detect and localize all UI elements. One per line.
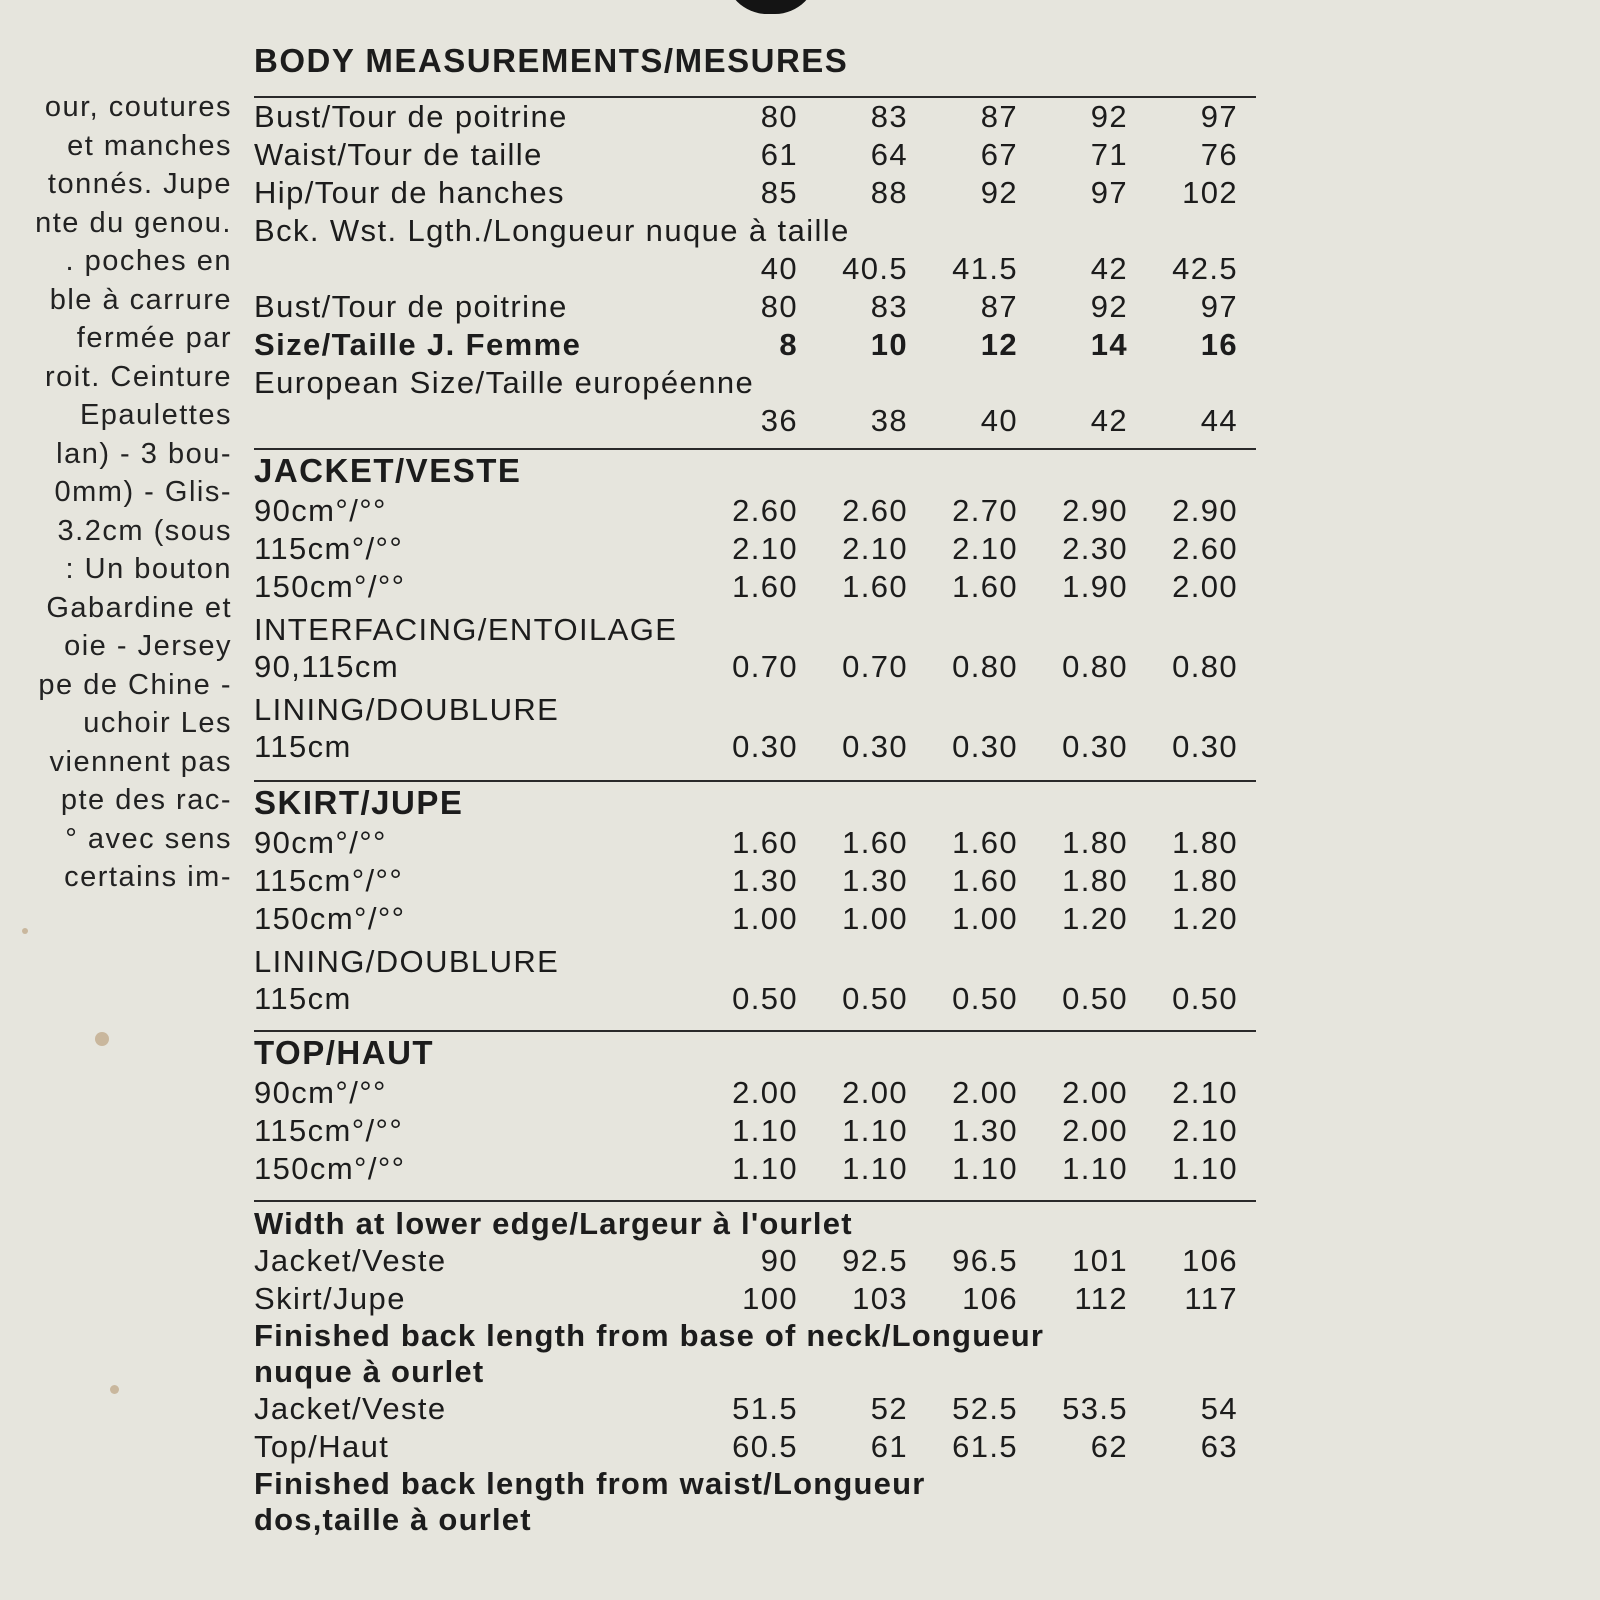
table-row: [254, 1390, 1254, 1428]
table-row: [254, 1428, 1254, 1466]
row-label: 115cm°/°°: [254, 531, 404, 566]
finished-neck-title-line-1: Finished back length from base of neck/Longueur: [254, 1318, 1045, 1353]
row-value: 1.10: [842, 1151, 908, 1186]
skirt-lining-title: LINING/DOUBLURE: [254, 944, 560, 979]
row-value: 1.60: [732, 825, 798, 860]
row-value: 2.00: [1172, 569, 1238, 604]
row-value: 53.5: [1062, 1391, 1128, 1426]
paper-stain: [110, 1385, 119, 1394]
row-value: 61.5: [952, 1429, 1018, 1464]
row-value: 1.60: [952, 863, 1018, 898]
european-size-label: European Size/Taille européenne: [254, 365, 755, 400]
row-label: 150cm°/°°: [254, 1151, 406, 1186]
row-value: 106: [962, 1281, 1018, 1316]
row-value: 61: [870, 1429, 908, 1464]
back-waist-label: Bck. Wst. Lgth./Longueur nuque à taille: [254, 213, 850, 248]
table-row: [254, 136, 1254, 174]
european-size-row: [254, 402, 1254, 440]
row-value: 0.50: [952, 981, 1018, 1016]
row-value: 2.90: [1062, 493, 1128, 528]
skirt-lining-row: [254, 980, 1254, 1018]
row-value: 1.80: [1062, 825, 1128, 860]
finished-neck-length-table: [254, 1390, 1254, 1466]
row-value: 2.60: [732, 493, 798, 528]
table-row: [254, 900, 1254, 938]
row-value: 0.50: [1062, 981, 1128, 1016]
left-column-line: pte des rac-: [60, 784, 232, 816]
row-value: 80: [760, 289, 798, 324]
row-value: 1.60: [952, 825, 1018, 860]
table-row: [254, 824, 1254, 862]
row-label: Jacket/Veste: [254, 1243, 447, 1278]
table-row: [254, 1242, 1254, 1280]
row-value: 67: [980, 137, 1018, 172]
row-value: 36: [760, 403, 798, 438]
row-value: 96.5: [952, 1243, 1018, 1278]
row-label: 150cm°/°°: [254, 569, 406, 604]
row-value: 1.10: [842, 1113, 908, 1148]
row-label: 90cm°/°°: [254, 493, 387, 528]
row-value: 1.00: [842, 901, 908, 936]
row-value: 2.30: [1062, 531, 1128, 566]
left-column-line: ° avec sens: [65, 822, 232, 855]
row-value: 2.00: [952, 1075, 1018, 1110]
table-row: [254, 1074, 1254, 1112]
row-value: 8: [779, 327, 798, 362]
left-column-line: . poches en: [65, 245, 232, 277]
row-value: 1.60: [952, 569, 1018, 604]
skirt-table: [254, 824, 1254, 938]
row-value: 85: [760, 175, 798, 210]
row-value: 1.10: [732, 1113, 798, 1148]
row-value: 1.80: [1172, 863, 1238, 898]
jacket-lining-title: LINING/DOUBLURE: [254, 692, 560, 727]
row-value: 44: [1200, 403, 1238, 438]
row-label: Size/Taille J. Femme: [254, 327, 582, 362]
left-column-line: certains im-: [64, 861, 232, 893]
row-value: 63: [1200, 1429, 1238, 1464]
paper-stain: [95, 1032, 109, 1046]
row-value: 0.70: [732, 649, 798, 684]
body-measurements-title: BODY MEASUREMENTS/MESURES: [254, 42, 849, 79]
jacket-interfacing-title: INTERFACING/ENTOILAGE: [254, 612, 678, 647]
row-value: 2.10: [952, 531, 1018, 566]
row-value: 92: [980, 175, 1018, 210]
row-value: 54: [1200, 1391, 1238, 1426]
left-column-line: Epaulettes: [79, 399, 232, 431]
row-value: 0.30: [1062, 729, 1128, 764]
row-value: 102: [1182, 175, 1238, 210]
row-value: 62: [1090, 1429, 1128, 1464]
row-label: Top/Haut: [254, 1429, 390, 1464]
row-value: 1.90: [1062, 569, 1128, 604]
row-value: 97: [1200, 289, 1238, 324]
row-value: 103: [852, 1281, 908, 1316]
row-value: 1.00: [732, 901, 798, 936]
row-label: Waist/Tour de taille: [254, 137, 543, 172]
body-measurements-table: [254, 98, 1254, 212]
row-value: 2.10: [1172, 1113, 1238, 1148]
width-lower-edge-title: Width at lower edge/Largeur à l'ourlet: [254, 1206, 853, 1241]
left-column-line: roit. Ceinture: [44, 360, 232, 393]
row-value: 1.60: [842, 569, 908, 604]
top-title: TOP/HAUT: [254, 1034, 435, 1071]
table-row: [254, 1280, 1254, 1318]
row-value: 42.5: [1172, 251, 1238, 286]
row-value: 0.50: [732, 981, 798, 1016]
left-column-line: Gabardine et: [46, 591, 232, 624]
row-value: 0.30: [842, 729, 908, 764]
row-value: 2.10: [732, 531, 798, 566]
row-label: Jacket/Veste: [254, 1391, 447, 1426]
row-value: 0.30: [1172, 729, 1238, 764]
row-value: 2.00: [1062, 1075, 1128, 1110]
table-row: [254, 648, 1254, 686]
row-value: 97: [1200, 99, 1238, 134]
measurement-chart: [254, 40, 1254, 1538]
row-value: 83: [870, 289, 908, 324]
row-value: 51.5: [732, 1391, 798, 1426]
row-value: 92: [1090, 289, 1128, 324]
row-value: 0.30: [952, 729, 1018, 764]
row-label: Bust/Tour de poitrine: [254, 289, 568, 324]
left-column-line: 3.2cm (sous: [57, 514, 232, 547]
back-waist-row: [254, 250, 1254, 288]
row-value: 83: [870, 99, 908, 134]
row-value: 2.60: [1172, 531, 1238, 566]
row-label: 115cm: [254, 981, 352, 1016]
row-value: 41.5: [952, 251, 1018, 286]
skirt-title: SKIRT/JUPE: [254, 784, 464, 821]
table-row: [254, 728, 1254, 766]
row-value: 106: [1182, 1243, 1238, 1278]
row-value: 1.60: [732, 569, 798, 604]
row-value: 0.70: [842, 649, 908, 684]
row-value: 42: [1090, 251, 1128, 286]
row-value: 0.80: [1172, 649, 1238, 684]
row-label: Bust/Tour de poitrine: [254, 99, 568, 134]
left-column-line: et manches: [67, 129, 232, 162]
divider: [254, 1200, 1256, 1202]
row-value: 61: [760, 137, 798, 172]
row-value: 1.30: [732, 863, 798, 898]
left-column-line: oie - Jersey: [64, 630, 232, 662]
left-column-line: tonnés. Jupe: [47, 168, 232, 200]
row-value: 2.10: [842, 531, 908, 566]
paper-stain: [22, 928, 28, 934]
left-column-line: uchoir Les: [83, 707, 232, 739]
left-column-line: our, coutures: [44, 91, 232, 123]
row-value: 14: [1090, 327, 1128, 362]
row-label: 90cm°/°°: [254, 825, 387, 860]
table-row: [254, 288, 1254, 326]
row-value: 97: [1090, 175, 1128, 210]
row-label: 90,115cm: [254, 649, 400, 684]
row-value: 1.10: [1172, 1151, 1238, 1186]
row-value: 16: [1200, 327, 1238, 362]
row-value: 112: [1074, 1281, 1128, 1316]
jacket-table: [254, 492, 1254, 606]
row-value: 80: [760, 99, 798, 134]
row-label: Skirt/Jupe: [254, 1281, 406, 1316]
finished-neck-title-line-2: nuque à ourlet: [254, 1354, 485, 1389]
row-value: 88: [870, 175, 908, 210]
jacket-interfacing-row: [254, 648, 1254, 686]
finished-waist-title-line-1: Finished back length from waist/Longueur: [254, 1466, 926, 1501]
row-value: 100: [742, 1281, 798, 1316]
row-value: 101: [1072, 1243, 1128, 1278]
row-value: 1.10: [1062, 1151, 1128, 1186]
finished-waist-title-line-2: dos,taille à ourlet: [254, 1502, 532, 1537]
table-row: [254, 980, 1254, 1018]
row-value: 117: [1184, 1281, 1238, 1316]
width-lower-edge-table: [254, 1242, 1254, 1318]
row-value: 0.80: [1062, 649, 1128, 684]
row-value: 60.5: [732, 1429, 798, 1464]
row-value: 87: [980, 99, 1018, 134]
row-label: 115cm: [254, 729, 352, 764]
row-value: 92.5: [842, 1243, 908, 1278]
table-row: [254, 530, 1254, 568]
table-row: [254, 1150, 1254, 1188]
row-value: 40: [980, 403, 1018, 438]
row-value: 2.00: [1062, 1113, 1128, 1148]
left-column-line: nte du genou.: [35, 206, 232, 239]
row-value: 1.20: [1062, 901, 1128, 936]
row-label: Hip/Tour de hanches: [254, 175, 565, 210]
row-value: 64: [870, 137, 908, 172]
table-row: [254, 174, 1254, 212]
row-value: 12: [980, 327, 1018, 362]
row-value: 52.5: [952, 1391, 1018, 1426]
left-column-line: ble à carrure: [49, 283, 232, 316]
row-value: 0.80: [952, 649, 1018, 684]
left-column-text: [0, 88, 232, 897]
jacket-title: JACKET/VESTE: [254, 452, 522, 489]
row-value: 2.60: [842, 493, 908, 528]
row-value: 1.60: [842, 825, 908, 860]
bust-row: [254, 288, 1254, 326]
row-value: 2.00: [732, 1075, 798, 1110]
row-value: 38: [870, 403, 908, 438]
table-row: [254, 98, 1254, 136]
left-column-line: 0mm) - Glis-: [54, 476, 232, 508]
left-column-line: pe de Chine -: [38, 668, 232, 701]
size-row: [254, 326, 1254, 364]
left-column-line: viennent pas: [49, 745, 232, 778]
row-value: 1.30: [842, 863, 908, 898]
row-value: 1.10: [952, 1151, 1018, 1186]
jacket-lining-row: [254, 728, 1254, 766]
row-value: 1.10: [732, 1151, 798, 1186]
row-label: 115cm°/°°: [254, 1113, 404, 1148]
decorative-shape: [725, 0, 817, 14]
row-value: 1.80: [1172, 825, 1238, 860]
row-value: 71: [1090, 137, 1128, 172]
row-value: 2.70: [952, 493, 1018, 528]
row-value: 1.80: [1062, 863, 1128, 898]
top-table: [254, 1074, 1254, 1188]
left-column-line: : Un bouton: [65, 553, 232, 585]
row-value: 90: [760, 1243, 798, 1278]
row-value: 2.90: [1172, 493, 1238, 528]
row-value: 10: [870, 327, 908, 362]
row-value: 0.50: [1172, 981, 1238, 1016]
row-value: 40.5: [842, 251, 908, 286]
row-label: 90cm°/°°: [254, 1075, 387, 1110]
table-row: [254, 862, 1254, 900]
row-value: 2.10: [1172, 1075, 1238, 1110]
left-column-line: lan) - 3 bou-: [56, 437, 232, 470]
table-row: [254, 568, 1254, 606]
row-value: 52: [870, 1391, 908, 1426]
row-value: 0.50: [842, 981, 908, 1016]
left-column-line: fermée par: [76, 322, 232, 354]
row-value: 87: [980, 289, 1018, 324]
table-row: [254, 492, 1254, 530]
row-label: 150cm°/°°: [254, 901, 406, 936]
row-value: 1.30: [952, 1113, 1018, 1148]
table-row: [254, 326, 1254, 364]
row-value: 1.00: [952, 901, 1018, 936]
row-value: 42: [1090, 403, 1128, 438]
row-value: 0.30: [732, 729, 798, 764]
row-value: 1.20: [1172, 901, 1238, 936]
row-value: 76: [1200, 137, 1238, 172]
row-value: 2.00: [842, 1075, 908, 1110]
row-value: 92: [1090, 99, 1128, 134]
table-row: [254, 1112, 1254, 1150]
row-value: 40: [760, 251, 798, 286]
row-label: 115cm°/°°: [254, 863, 404, 898]
